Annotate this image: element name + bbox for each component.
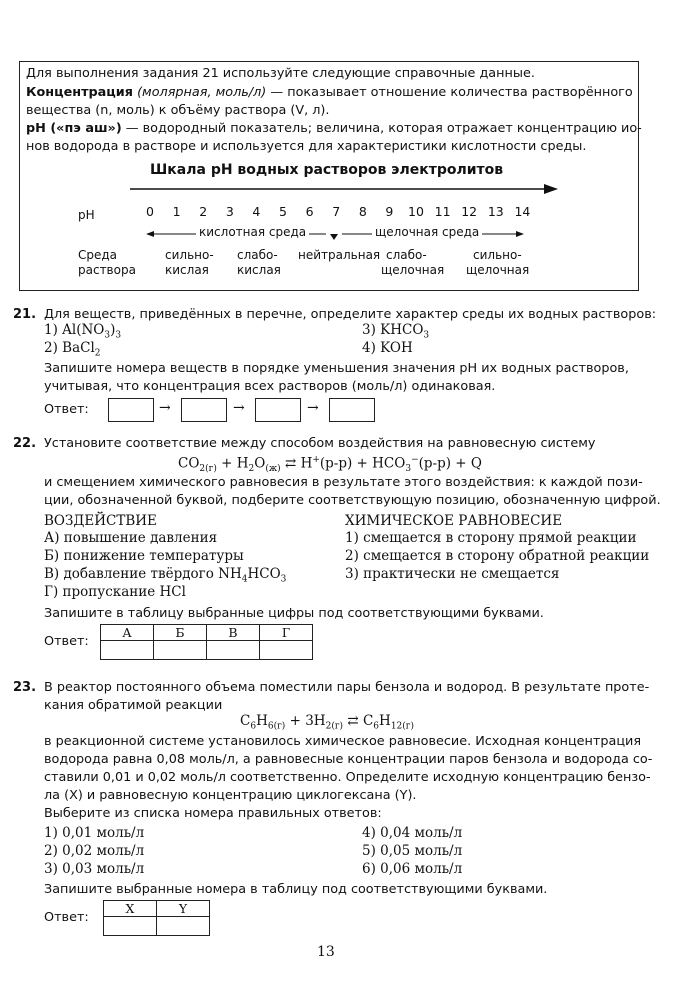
- conc-unit: (молярная, моль/л): [137, 85, 267, 100]
- ph-label: pH: [78, 208, 95, 222]
- q21-number: 21.: [13, 307, 37, 322]
- conc-def-2: вещества (n, моль) к объёму раствора (V, л).: [26, 103, 330, 118]
- q23-answer-row: [104, 917, 210, 936]
- ph-value: 12: [461, 204, 478, 219]
- q23-option-2: 2) 0,02 моль/л: [44, 843, 145, 859]
- q22-answer-cell-b[interactable]: [154, 641, 207, 660]
- acid-label: кислотная среда: [196, 225, 309, 239]
- q22-col-a: А: [101, 625, 154, 641]
- q23-option-6: 6) 0,06 моль/л: [362, 861, 463, 877]
- q22-right-item-3: 3) практически не смещается: [345, 566, 560, 582]
- conc-term: Концентрация: [26, 85, 133, 100]
- ph-def-1: — водородный показатель; величина, которая отражает концентрацию ио-: [121, 121, 642, 136]
- q23-col-x: X: [104, 901, 157, 917]
- ph-value: 11: [434, 204, 451, 219]
- q23-option-4: 4) 0,04 моль/л: [362, 825, 463, 841]
- q22-left-item-b: Б) понижение температуры: [44, 548, 244, 564]
- q21-answer-box-4[interactable]: [329, 398, 375, 422]
- q22-right-item-1: 1) смещается в сторону прямой реакции: [345, 530, 637, 546]
- ph-value: 7: [332, 204, 341, 219]
- q21-option-1: 1) $Al(NO_3)_3$: [44, 322, 122, 341]
- q22-instr: Запишите в таблицу выбранные цифры под соответствующими буквами.: [44, 606, 544, 621]
- ph-value: 9: [385, 204, 394, 219]
- weak-alk-2: щелочная: [381, 263, 445, 277]
- q23-number: 23.: [13, 680, 37, 695]
- ph-value: 5: [279, 204, 287, 219]
- q21-answer-box-3[interactable]: [255, 398, 301, 422]
- q22-left-item-d: Г) пропускание HCl: [44, 584, 186, 600]
- q22-answer-cell-a[interactable]: [101, 641, 154, 660]
- q23-answer-table: [103, 900, 210, 936]
- q22-col-c: В: [207, 625, 260, 641]
- q22-text-3: ции, обозначенной буквой, подберите соответствующую позицию, обозначенную цифрой.: [44, 493, 661, 508]
- ph-axis: [130, 180, 560, 200]
- q22-col-b: Б: [154, 625, 207, 641]
- ph-value: 1: [172, 204, 181, 219]
- q23-answer-cell-y[interactable]: [157, 917, 210, 936]
- neutral-label: нейтральная: [298, 248, 381, 262]
- q23-text-4: водорода равна 0,08 моль/л, а равновесные концентрации паров бензола и водорода со-: [44, 752, 653, 767]
- weak-alk-1: слабо-: [386, 248, 427, 262]
- q21-instr-2: учитывая, что концентрация всех растворов (моль/л) одинаковая.: [44, 379, 496, 394]
- strong-acid-2: кислая: [165, 263, 209, 277]
- conc-def-1: — показывает отношение количества растворённого: [266, 85, 633, 100]
- q22-answer-cell-d[interactable]: [260, 641, 313, 660]
- q22-number: 22.: [13, 436, 37, 451]
- q22-answer-table: [100, 624, 313, 660]
- q23-instr: Запишите выбранные номера в таблицу под соответствующими буквами.: [44, 882, 548, 897]
- q21-arrow-3: →: [307, 400, 319, 416]
- q22-left-item-c: В) добавление твёрдого $NH_4HCO_3$: [44, 566, 287, 585]
- q21-option-3: 3) $KHCO_3$: [362, 322, 430, 341]
- q23-text-1: В реактор постоянного объема поместили пары бензола и водород. В результате проте-: [44, 680, 650, 695]
- weak-acid-2: кислая: [237, 263, 281, 277]
- q21-answer-label: Ответ:: [44, 402, 89, 417]
- ph-term: pH («пэ аш»): [26, 121, 122, 136]
- q23-option-3: 3) 0,03 моль/л: [44, 861, 145, 877]
- q21-arrow-2: →: [233, 400, 245, 416]
- q22-equation: $CO_{2(г)} + H_2O_{(ж)}$ ⇄ $H^+(р-р) + HCO_3^-(р-р) + Q$: [178, 455, 482, 475]
- ref-intro: Для выполнения задания 21 используйте следующие справочные данные.: [26, 66, 535, 81]
- q23-text-5: ставили 0,01 и 0,02 моль/л соответственно. Определите исходную концентрацию бензо-: [44, 770, 651, 785]
- ph-value: 0: [146, 204, 154, 219]
- q22-answer-cell-c[interactable]: [207, 641, 260, 660]
- ph-def-2: нов водорода в растворе и используется для характеристики кислотности среды.: [26, 139, 587, 154]
- q23-option-1: 1) 0,01 моль/л: [44, 825, 145, 841]
- q22-text-1: Установите соответствие между способом воздействия на равновесную систему: [44, 436, 596, 451]
- q22-text-2: и смещением химического равновесия в результате этого воздействия: к каждой пози-: [44, 475, 643, 490]
- ref-concentration-line: [26, 85, 633, 100]
- q23-text-3: в реакционной системе установилось химическое равновесие. Исходная концентрация: [44, 734, 642, 749]
- q22-left-item-a: А) повышение давления: [44, 530, 218, 546]
- q21-text: Для веществ, приведённых в перечне, определите характер среды их водных растворов:: [44, 307, 657, 322]
- q23-equation: $C_6H_{6(г)} + 3H_{2(г)}$ ⇄ $C_6H_{12(г)}$: [240, 713, 415, 732]
- q23-answer-cell-x[interactable]: [104, 917, 157, 936]
- medium-label-2: раствора: [78, 263, 136, 277]
- q21-answer-box-1[interactable]: [108, 398, 154, 422]
- q23-answer-label: Ответ:: [44, 910, 89, 925]
- q23-answer-header-row: [104, 901, 210, 917]
- strong-acid-1: сильно-: [165, 248, 214, 262]
- q23-text-7: Выберите из списка номера правильных ответов:: [44, 806, 382, 821]
- q22-right-item-2: 2) смещается в сторону обратной реакции: [345, 548, 650, 564]
- q23-col-y: Y: [157, 901, 210, 917]
- q22-answer-row: [101, 641, 313, 660]
- alkaline-label: щелочная среда: [372, 225, 482, 239]
- ph-value: 13: [487, 204, 504, 219]
- strong-alk-1: сильно-: [473, 248, 522, 262]
- ref-ph-line: [26, 121, 642, 136]
- q21-instr-1: Запишите номера веществ в порядке уменьшения значения pH их водных растворов,: [44, 361, 629, 376]
- weak-acid-1: слабо-: [237, 248, 278, 262]
- scale-title: Шкала pH водных растворов электролитов: [150, 162, 504, 178]
- q21-option-2: 2) BaCl$_2$: [44, 340, 101, 359]
- q22-left-header: ВОЗДЕЙСТВИЕ: [44, 513, 157, 529]
- ph-value: 4: [252, 204, 261, 219]
- q23-option-5: 5) 0,05 моль/л: [362, 843, 463, 859]
- q21-arrow-1: →: [159, 400, 171, 416]
- q21-answer-box-2[interactable]: [181, 398, 227, 422]
- ph-value: 2: [199, 204, 208, 219]
- ph-value: 14: [514, 204, 531, 219]
- q22-answer-label: Ответ:: [44, 634, 89, 649]
- ph-value: 6: [305, 204, 314, 219]
- ph-value: 10: [408, 204, 424, 219]
- q23-text-6: ла (X) и равновесную концентрацию циклогексана (Y).: [44, 788, 417, 803]
- q22-answer-header-row: [101, 625, 313, 641]
- q22-col-d: Г: [260, 625, 313, 641]
- ph-value: 8: [358, 204, 367, 219]
- q22-right-header: ХИМИЧЕСКОЕ РАВНОВЕСИЕ: [345, 513, 563, 529]
- medium-label-1: Среда: [78, 248, 118, 262]
- strong-alk-2: щелочная: [466, 263, 530, 277]
- page-number: 13: [317, 944, 335, 960]
- ph-value: 3: [225, 204, 234, 219]
- q23-text-2: кания обратимой реакции: [44, 698, 223, 713]
- q21-option-4: 4) KOH: [362, 340, 413, 356]
